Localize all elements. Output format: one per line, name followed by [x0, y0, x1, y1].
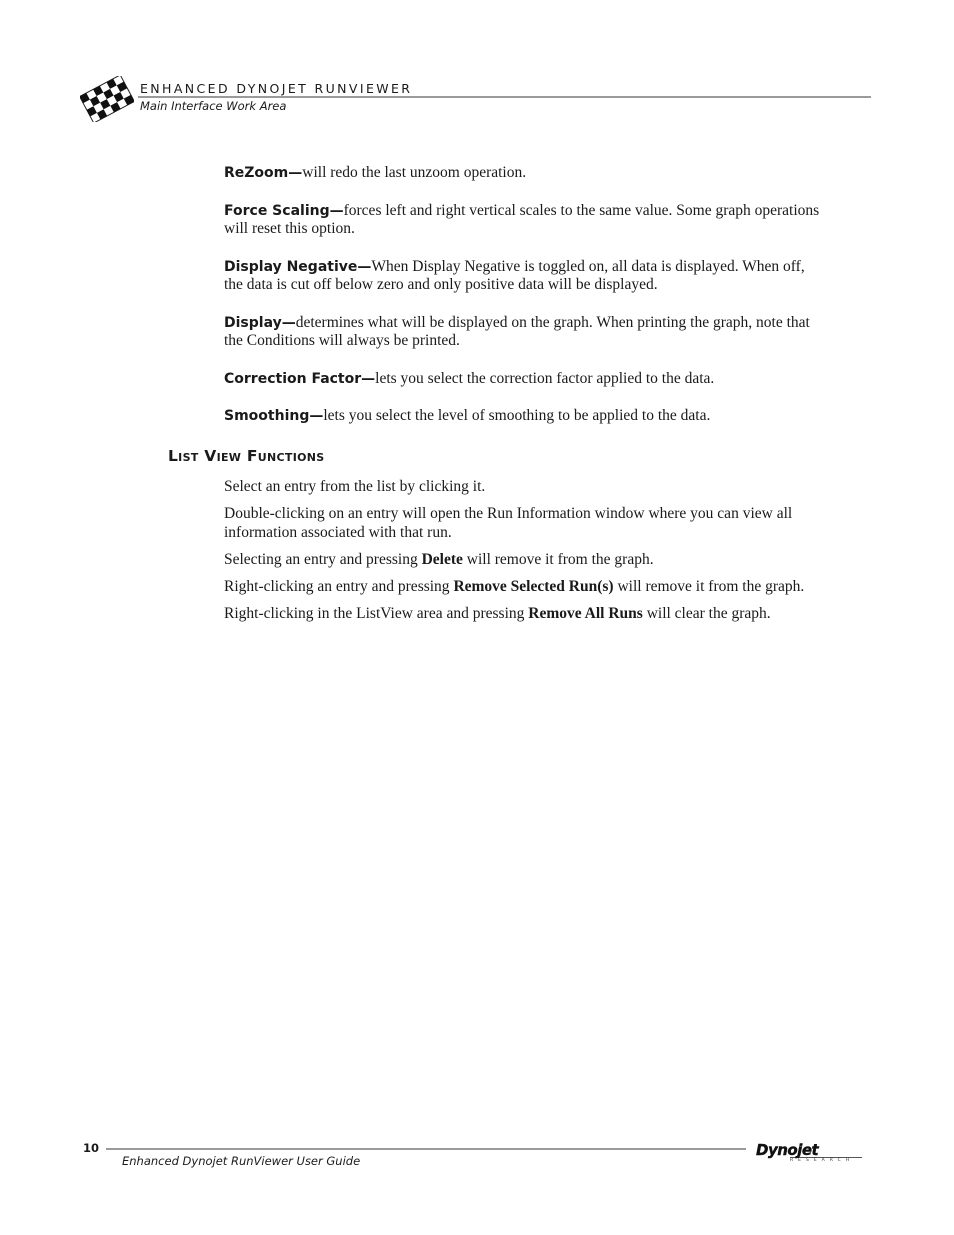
definition-rezoom [224, 164, 824, 183]
page-number: 10 [83, 1141, 100, 1155]
list-item-text: Selecting an entry and pressing [224, 550, 422, 568]
list-item [224, 578, 824, 597]
section-heading: List View Functions [168, 447, 325, 465]
definition-term: Smoothing— [224, 408, 324, 424]
definition-text: lets you select the correction factor applied to the data. [375, 369, 715, 387]
footer-guide-title: Enhanced Dynojet RunViewer User Guide [122, 1154, 361, 1168]
list-item [224, 478, 824, 497]
definition-smoothing [224, 407, 824, 426]
list-item-text: Right-clicking an entry and pressing [224, 577, 454, 595]
list-item-command: Remove All Runs [528, 604, 643, 622]
definition-term: Force Scaling— [224, 202, 344, 219]
running-header-title: ENHANCED DYNOJET RUNVIEWER [140, 81, 413, 96]
definition-display-negative [224, 258, 824, 295]
definition-text: When Display Negative is toggled on, all data is displayed. When off, the data is cut off below zero and only positive data will be displayed. [224, 257, 805, 293]
definition-term: ReZoom— [224, 165, 303, 181]
definition-correction-factor [224, 370, 824, 389]
footer-divider [106, 1148, 746, 1150]
list-item-text: will remove it from the graph. [462, 550, 654, 568]
definition-text: will redo the last unzoom operation. [302, 164, 527, 181]
list-item-text: Right-clicking in the ListView area and pressing [224, 604, 529, 622]
list-item-command: Remove Selected Run(s) [453, 577, 614, 595]
definition-term: Correction Factor— [224, 370, 376, 387]
dynojet-logo-subtext: RESEARCH [790, 1158, 855, 1163]
definition-text: forces left and right vertical scales to the same value. Some graph operations will reset this option. [224, 201, 820, 237]
definition-text: determines what will be displayed on the graph. When printing the graph, note that the Conditions will always be printed. [224, 313, 810, 349]
list-item-text: will remove it from the graph. [613, 577, 805, 595]
definition-term: Display— [224, 314, 296, 331]
list-item-text: Double-clicking on an entry will open the Run Information window where you can view all information associated with that run. [224, 505, 793, 541]
running-header-subtitle: Main Interface Work Area [140, 99, 287, 113]
list-item [224, 605, 824, 624]
definition-display [224, 314, 824, 351]
list-item [224, 505, 824, 542]
header-divider [138, 96, 871, 98]
definition-list [224, 164, 824, 445]
definition-term: Display Negative— [224, 258, 372, 275]
list-item-command: Delete [421, 550, 463, 568]
list-item [224, 551, 824, 570]
list-item-text: will clear the graph. [642, 604, 771, 622]
list-view-functions [224, 478, 824, 632]
definition-force-scaling [224, 202, 824, 239]
definition-text: lets you select the level of smoothing to be applied to the data. [323, 407, 711, 424]
dynojet-logo: Dynojet [756, 1141, 819, 1159]
list-item-text: Select an entry from the list by clicking it. [224, 478, 486, 495]
checkered-flag-icon [80, 76, 134, 122]
